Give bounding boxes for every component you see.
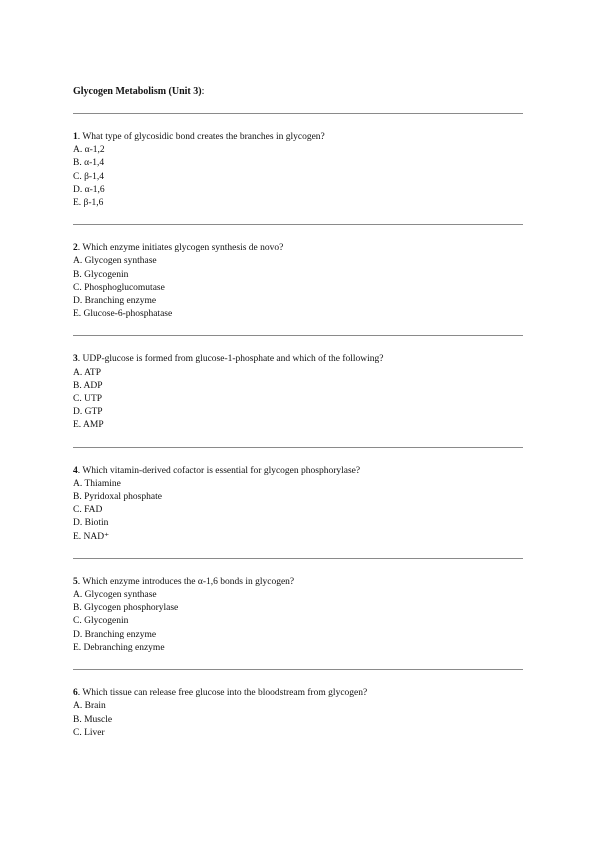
option-b: B. Muscle	[73, 714, 113, 725]
question-text: . Which enzyme introduces the α-1,6 bonds in glycogen?	[77, 576, 295, 587]
question-text: . Which vitamin-derived cofactor is essential for glycogen phosphorylase?	[77, 465, 361, 476]
question-stem	[73, 131, 523, 144]
option-c: C. FAD	[73, 505, 103, 516]
option-d: D. GTP	[73, 407, 103, 418]
option-b: B. Pyridoxal phosphate	[73, 492, 162, 503]
option-b: B. ADP	[73, 380, 103, 391]
question-text: . What type of glycosidic bond creates the branches in glycogen?	[77, 132, 325, 142]
question-text: . UDP-glucose is formed from glucose-1-phosphate and which of the following?	[77, 354, 384, 365]
divider	[73, 669, 523, 670]
question-number: 2	[73, 243, 78, 254]
question-number: 5	[73, 576, 78, 587]
divider	[73, 113, 523, 114]
question-2	[73, 242, 523, 335]
document-page	[73, 86, 523, 740]
question-5	[73, 576, 523, 669]
question-number: 4	[73, 465, 78, 476]
question-number: 3	[73, 354, 78, 365]
option-e: E. β-1,6	[73, 198, 104, 209]
option-e: E. Debranching enzyme	[73, 642, 165, 653]
option-b: B. α-1,4	[73, 158, 105, 169]
page-title	[73, 86, 523, 98]
option-d: D. Branching enzyme	[73, 296, 157, 307]
option-a: A. Glycogen synthase	[73, 256, 157, 267]
option-c: C. β-1,4	[73, 171, 104, 182]
option-b: B. Glycogen phosphorylase	[73, 603, 179, 614]
option-d: D. Branching enzyme	[73, 629, 157, 640]
option-a: A. Glycogen synthase	[73, 590, 157, 601]
question-number: 6	[73, 688, 78, 699]
question-number: 1	[73, 132, 78, 142]
divider	[73, 224, 523, 225]
divider	[73, 335, 523, 336]
option-c: C. Liver	[73, 727, 105, 738]
option-a: A. α-1,2	[73, 145, 105, 156]
option-c: C. Glycogenin	[73, 616, 129, 627]
option-b: B. Glycogenin	[73, 269, 129, 280]
option-a: A. Brain	[73, 701, 106, 712]
option-e: E. Glucose-6-phosphatase	[73, 309, 173, 320]
question-stem	[73, 353, 523, 366]
question-stem	[73, 242, 523, 255]
question-text: . Which enzyme initiates glycogen synthesis de novo?	[77, 243, 284, 254]
question-6	[73, 687, 523, 740]
option-d: D. Biotin	[73, 518, 109, 529]
option-e: E. AMP	[73, 420, 104, 431]
question-3	[73, 353, 523, 446]
title-suffix: :	[201, 86, 205, 97]
option-c: C. Phosphoglucomutase	[73, 282, 165, 293]
option-a: A. ATP	[73, 367, 101, 378]
question-stem	[73, 687, 523, 700]
question-stem	[73, 576, 523, 589]
option-c: C. UTP	[73, 394, 103, 405]
question-4	[73, 465, 523, 558]
divider	[73, 558, 523, 559]
title-heading: Glycogen Metabolism (Unit 3)	[73, 86, 202, 97]
option-a: A. Thiamine	[73, 478, 121, 489]
question-text: . Which tissue can release free glucose into the bloodstream from glycogen?	[77, 688, 368, 699]
option-e: E. NAD⁺	[73, 531, 110, 542]
divider	[73, 447, 523, 448]
question-stem	[73, 465, 523, 478]
option-d: D. α-1,6	[73, 184, 105, 195]
question-1	[73, 131, 523, 224]
